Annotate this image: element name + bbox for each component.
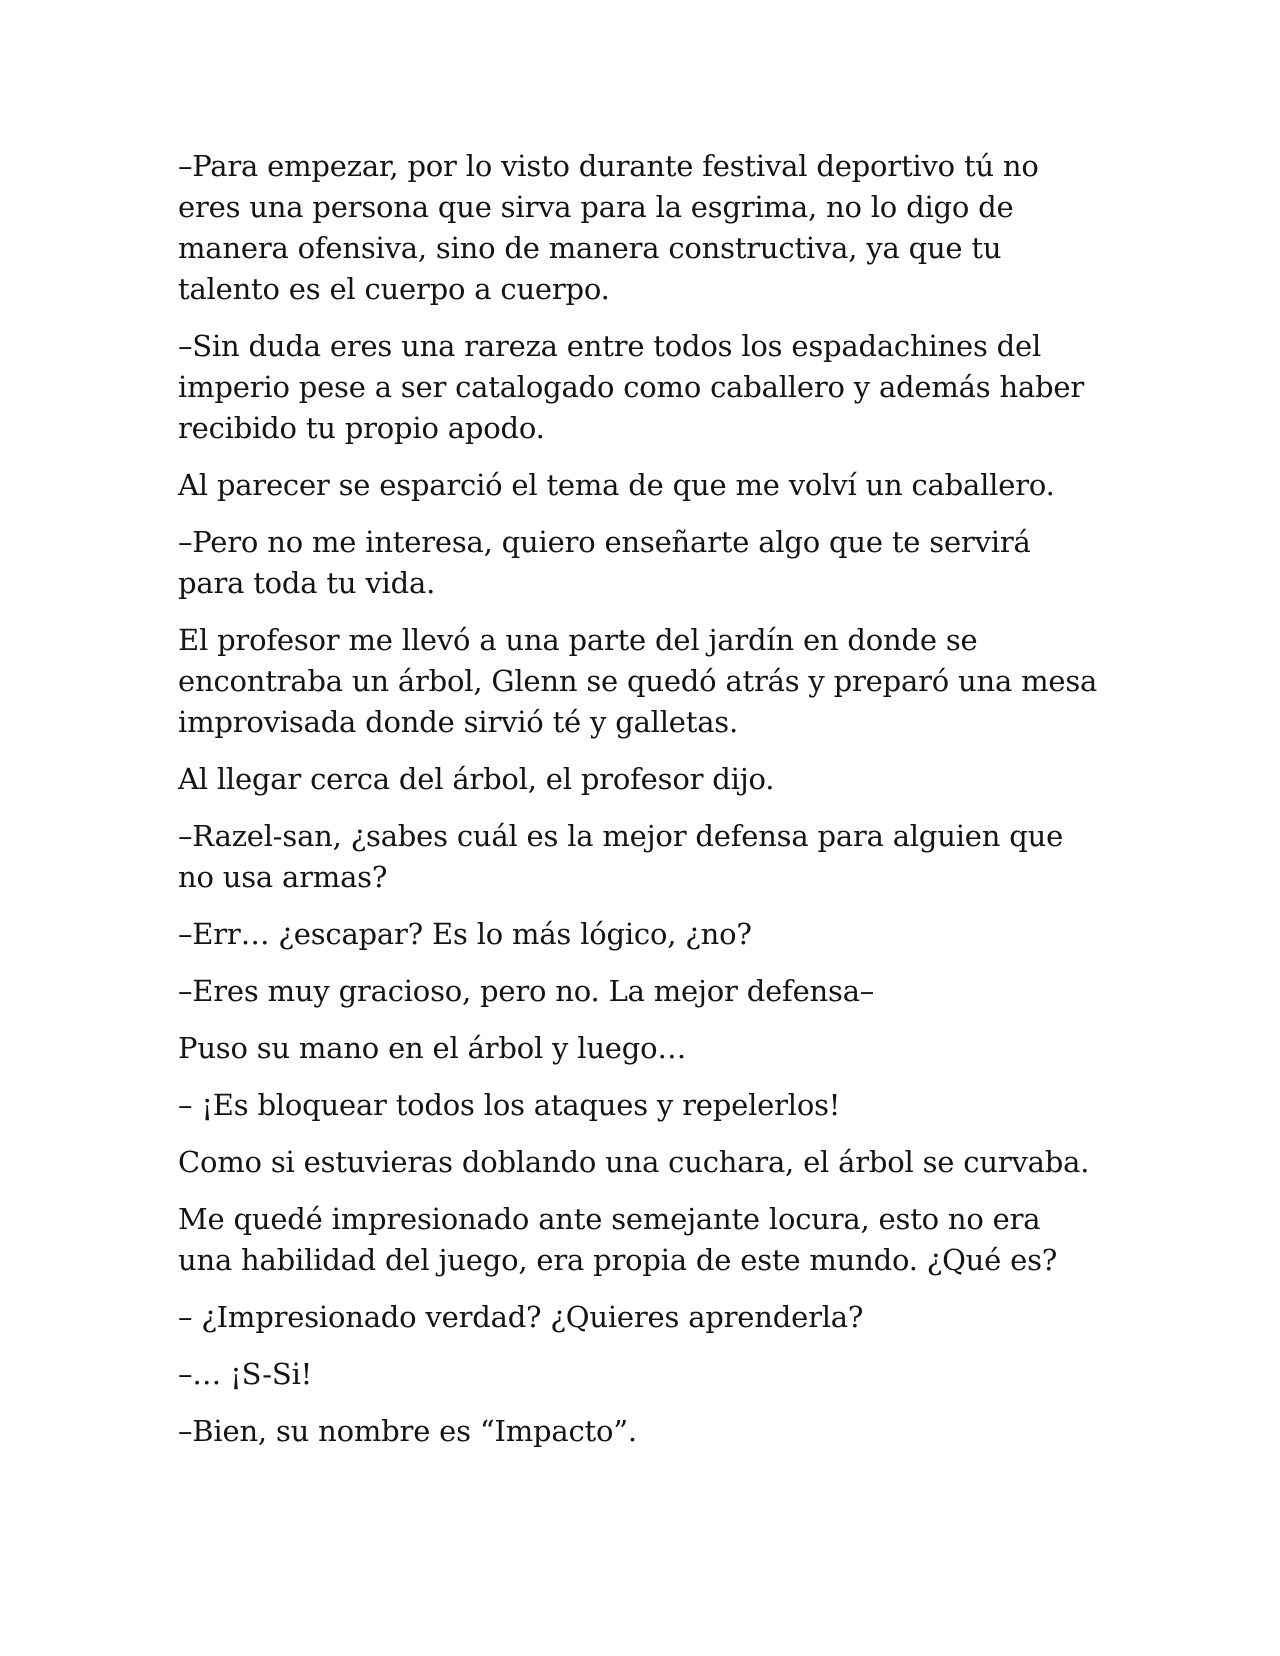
text-line: –Eres muy gracioso, pero no. La mejor defensa– (178, 974, 875, 1008)
text-line: El profesor me llevó a una parte del jardín en donde se (178, 623, 978, 657)
paragraph (178, 326, 1118, 449)
text-line: –Err… ¿escapar? Es lo más lógico, ¿no? (178, 917, 752, 951)
paragraph (178, 522, 1118, 604)
paragraph (178, 1297, 1118, 1338)
text-line: Puso su mano en el árbol y luego… (178, 1031, 687, 1065)
text-line: recibido tu propio apodo. (178, 411, 545, 445)
paragraph (178, 620, 1118, 743)
text-line: – ¿Impresionado verdad? ¿Quieres aprenderla? (178, 1300, 864, 1334)
paragraph (178, 1028, 1118, 1069)
paragraph (178, 465, 1118, 506)
text-line: una habilidad del juego, era propia de este mundo. ¿Qué es? (178, 1243, 1058, 1277)
document-page (178, 146, 1118, 1468)
text-line: Me quedé impresionado ante semejante locura, esto no era (178, 1202, 1041, 1236)
paragraph (178, 1085, 1118, 1126)
text-line: Al llegar cerca del árbol, el profesor dijo. (178, 762, 775, 796)
paragraph (178, 971, 1118, 1012)
text-line: manera ofensiva, sino de manera constructiva, ya que tu (178, 231, 1002, 265)
text-line: –Para empezar, por lo visto durante festival deportivo tú no (178, 149, 1039, 183)
text-line: encontraba un árbol, Glenn se quedó atrás y preparó una mesa (178, 664, 1098, 698)
text-line: Al parecer se esparció el tema de que me volví un caballero. (178, 468, 1055, 502)
text-line: imperio pese a ser catalogado como caballero y además haber (178, 370, 1085, 404)
text-line: –Pero no me interesa, quiero enseñarte algo que te servirá (178, 525, 1031, 559)
text-line: improvisada donde sirvió té y galletas. (178, 705, 739, 739)
text-line: –Sin duda eres una rareza entre todos los espadachines del (178, 329, 1042, 363)
text-line: –Razel-san, ¿sabes cuál es la mejor defensa para alguien que (178, 819, 1064, 853)
paragraph (178, 1411, 1118, 1452)
text-line: no usa armas? (178, 860, 388, 894)
paragraph (178, 816, 1118, 898)
text-line: – ¡Es bloquear todos los ataques y repelerlos! (178, 1088, 841, 1122)
paragraph (178, 759, 1118, 800)
paragraph (178, 1199, 1118, 1281)
text-line: para toda tu vida. (178, 566, 436, 600)
text-line: –… ¡S-Si! (178, 1357, 313, 1391)
text-line: eres una persona que sirva para la esgrima, no lo digo de (178, 190, 1014, 224)
paragraph (178, 1354, 1118, 1395)
text-line: talento es el cuerpo a cuerpo. (178, 272, 610, 306)
text-line: –Bien, su nombre es “Impacto”. (178, 1414, 637, 1448)
paragraph (178, 914, 1118, 955)
paragraph (178, 146, 1118, 310)
paragraph (178, 1142, 1118, 1183)
text-line: Como si estuvieras doblando una cuchara, el árbol se curvaba. (178, 1145, 1090, 1179)
